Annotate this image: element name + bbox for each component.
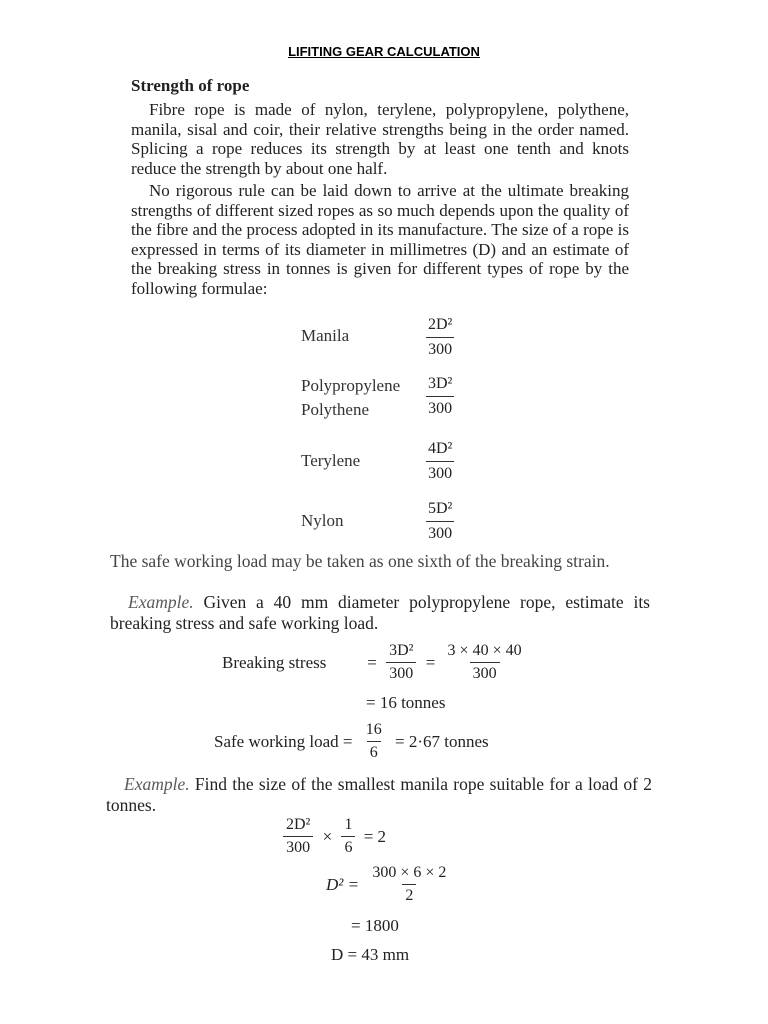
line-1-result: = 2 [363,826,387,846]
paragraph-breaking-strength [131,181,629,299]
formula-polypropylene [426,375,454,418]
frac-denominator: 2 [402,884,416,905]
example-2-equation-line-1 [283,816,386,857]
equals-sign: = [425,652,436,672]
equals-sign: = [367,652,377,672]
manila-frac-2 [341,816,355,857]
formula-manila-numerator: 2D² [428,316,453,333]
formula-terylene [426,440,454,483]
frac-numerator: 300 × 6 × 2 [372,864,447,881]
d-squared-frac [369,864,449,905]
formula-manila-denominator: 300 [426,337,454,359]
frac-numerator: 2D² [286,816,311,833]
formula-nylon-numerator: 5D² [428,500,453,517]
paragraph-fibre-rope [131,100,629,178]
manila-frac-1 [283,816,313,857]
example-2-label: Example. [124,774,190,794]
frac-denominator: 300 [470,662,500,683]
section-heading: Strength of rope [131,76,250,95]
example-1-safe-working-load-equation [214,721,489,762]
safe-load-note: The safe working load may be taken as one sixth of the breaking strain. [110,551,610,571]
frac-denominator: 6 [367,741,381,762]
example-2-equation-line-3: = 1800 [351,916,399,935]
breaking-stress-result: = 16 tonnes [366,693,446,712]
formula-nylon [426,500,454,543]
example-1-problem: Given a 40 mm diameter polypropylene rope, estimate its breaking stress and safe working load. [110,592,650,633]
breaking-stress-frac-1 [386,642,416,683]
frac-denominator: 300 [386,662,416,683]
example-1-text [110,592,650,634]
formula-rope-terylene: Terylene [301,451,361,470]
example-2-equation-line-4: D = 43 mm [331,945,410,964]
frac-numerator: 3 × 40 × 40 [447,642,522,659]
formula-rope-nylon: Nylon [301,511,344,530]
formula-terylene-numerator: 4D² [428,440,453,457]
breaking-stress-label: Breaking stress [222,652,327,672]
formula-rope-manila: Manila [301,326,350,345]
frac-denominator: 300 [283,836,313,857]
formula-polypropylene-numerator: 3D² [428,375,453,392]
frac-denominator: 6 [341,836,355,857]
example-1-label: Example. [128,592,194,612]
formula-nylon-denominator: 300 [426,521,454,543]
document-title: LIFITING GEAR CALCULATION [288,44,480,59]
example-1-breaking-stress-equation [222,642,525,683]
breaking-stress-frac-2 [445,642,525,683]
example-2-problem: Find the size of the smallest manila rope suitable for a load of 2 tonnes. [106,774,652,815]
frac-numerator: 3D² [389,642,414,659]
paragraph-fibre-rope-text: Fibre rope is made of nylon, terylene, polypropylene, polythene, manila, sisal and coir, their relative strengths being in the order named. Splicing a rope reduces its strength by at least one tenth and knots reduce the strength by about one half. [131,100,629,178]
paragraph-breaking-strength-text: No rigorous rule can be laid down to arrive at the ultimate breaking strengths of different sized ropes as so much depends upon the quality of the fibre and the process adopted in its manufacture. The size of a rope is expressed in terms of its diameter in millimetres (D) and an estimate of the breaking stress in tonnes is given for different types of rope by the following formulae: [131,181,629,298]
d-squared-lhs: D² = [326,874,360,894]
formula-terylene-denominator: 300 [426,461,454,483]
example-2-equation-line-2 [326,864,449,905]
frac-numerator: 1 [344,816,353,833]
times-sign: × [322,826,333,846]
safe-working-load-result: = 2·67 tonnes [394,731,489,751]
formula-rope-polypropylene: Polypropylene [301,376,401,395]
frac-numerator: 16 [365,721,382,738]
example-2-text [106,774,652,816]
safe-working-load-frac [363,721,385,762]
safe-working-load-label: Safe working load = [214,731,353,751]
formula-manila [426,316,454,359]
formula-rope-polythene: Polythene [301,400,369,419]
formula-polypropylene-denominator: 300 [426,396,454,418]
